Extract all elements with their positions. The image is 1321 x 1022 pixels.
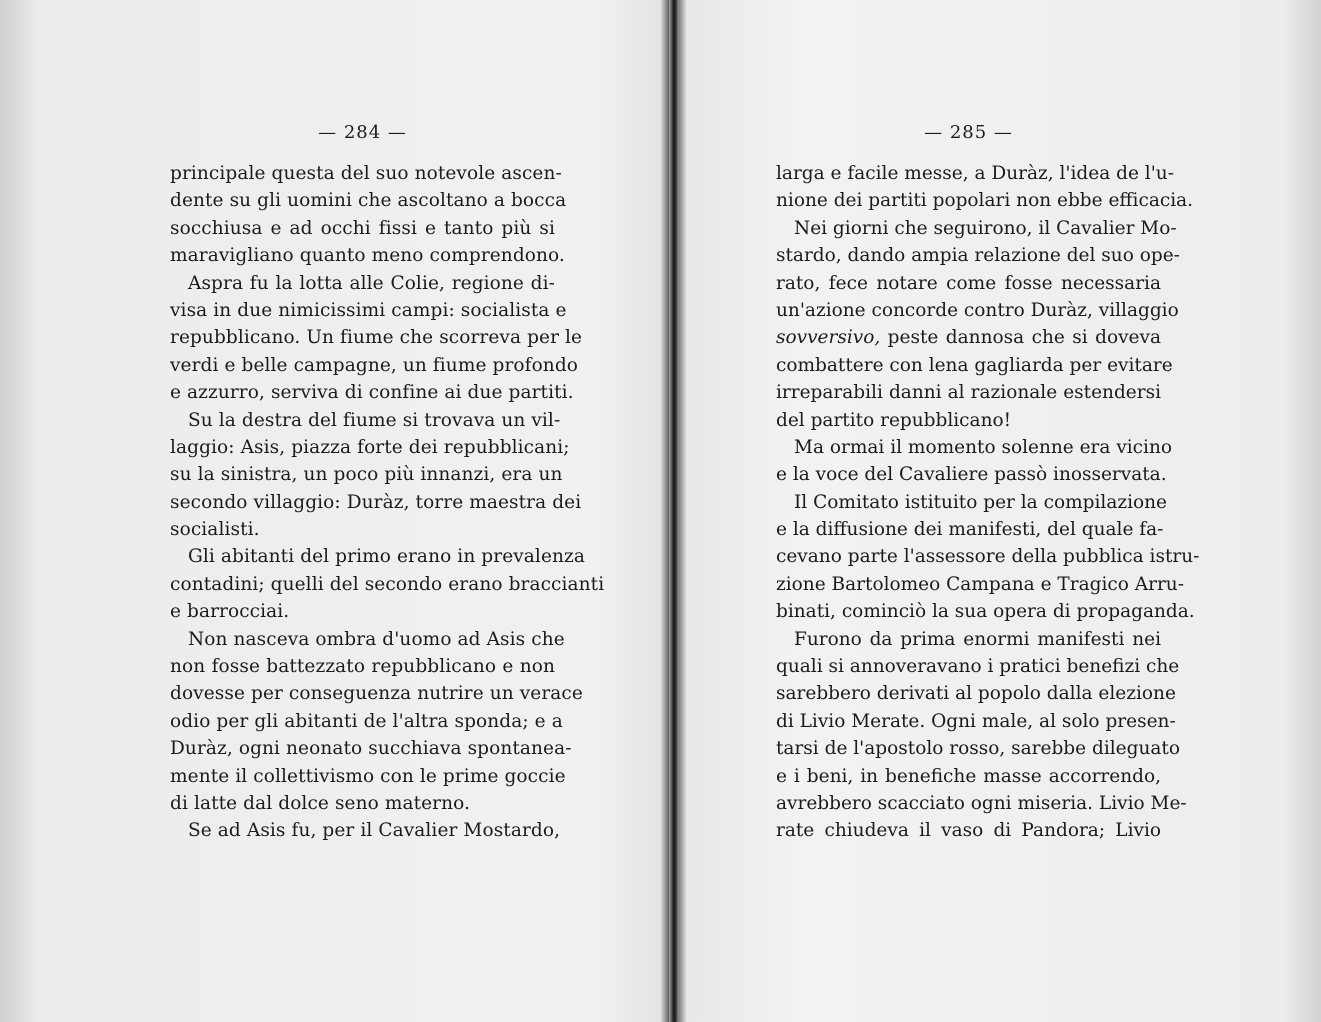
text-line: un'azione concorde contro Duràz, villaggio xyxy=(776,299,1179,321)
text-line: rate chiudeva il vaso di Pandora; Livio xyxy=(776,820,1161,842)
text-line: e i beni, in benefiche masse accorrendo, xyxy=(776,765,1161,787)
text-line: mente il collettivismo con le prime goccie xyxy=(170,765,566,787)
text-line: Su la destra del fiume si trovava un vil- xyxy=(188,409,561,431)
text-line: Ma ormai il momento solenne era vicino xyxy=(794,436,1173,458)
text-line: larga e facile messe, a Duràz, l'idea de l'u- xyxy=(776,163,1174,184)
left-page-number: — 284 — xyxy=(318,122,407,143)
text-line: Aspra fu la lotta alle Colie, regione di- xyxy=(188,272,555,294)
text-line: stardo, dando ampia relazione del suo ope- xyxy=(776,245,1180,267)
text-line: verdi e belle campagne, un fiume profondo xyxy=(170,354,579,376)
text-line-rest: peste dannosa che si doveva xyxy=(887,327,1161,349)
text-line: e la diffusione dei manifesti, del quale fa- xyxy=(776,519,1164,541)
right-page-text xyxy=(776,160,1200,845)
text-line: Duràz, ogni neonato succhiava spontanea- xyxy=(170,738,572,760)
text-line: Non nasceva ombra d'uomo ad Asis che xyxy=(188,628,565,650)
text-line: dente su gli uomini che ascoltano a bocca xyxy=(170,190,567,212)
text-line: repubblicano. Un fiume che scorreva per le xyxy=(170,327,583,349)
text-line: quali si annoveravano i pratici benefizi che xyxy=(776,656,1180,678)
right-page xyxy=(679,0,1321,1022)
text-line: e barrocciai. xyxy=(170,601,290,623)
text-line: Gli abitanti del primo erano in prevalenza xyxy=(188,546,585,568)
text-line: zione Bartolomeo Campana e Tragico Arru- xyxy=(776,573,1184,595)
text-line: binati, cominciò la sua opera di propaganda. xyxy=(776,601,1195,623)
text-line-with-italic xyxy=(776,324,1161,351)
text-line: su la sinistra, un poco più innanzi, era un xyxy=(170,464,563,486)
text-line: di Livio Merate. Ogni male, al solo presen- xyxy=(776,710,1176,732)
left-page-text xyxy=(170,160,605,845)
text-line: irreparabili danni al razionale estendersi xyxy=(776,382,1161,404)
text-line: tarsi de l'apostolo rosso, sarebbe dileguato xyxy=(776,738,1180,760)
text-line: nione dei partiti popolari non ebbe efficacia. xyxy=(776,190,1194,212)
text-line: e azzurro, serviva di confine ai due partiti. xyxy=(170,382,574,404)
text-line: dovesse per conseguenza nutrire un verace xyxy=(170,683,583,705)
text-line: visa in due nimicissimi campi: socialista e xyxy=(170,299,567,321)
text-line: del partito repubblicano! xyxy=(776,409,1012,431)
text-line: maravigliano quanto meno comprendono. xyxy=(170,245,565,267)
text-line: sarebbero derivati al popolo dalla elezione xyxy=(776,683,1176,705)
right-page-number: — 285 — xyxy=(924,122,1013,143)
italic-word: sovversivo, xyxy=(776,327,881,349)
text-line: di latte dal dolce seno materno. xyxy=(170,792,471,814)
text-line: principale questa del suo notevole ascen- xyxy=(170,163,562,184)
text-line: non fosse battezzato repubblicano e non xyxy=(170,656,555,678)
text-line: e la voce del Cavaliere passò inosservata. xyxy=(776,464,1167,486)
text-line: socchiusa e ad occhi fissi e tanto più si xyxy=(170,217,555,239)
text-line: cevano parte l'assessore della pubblica istru- xyxy=(776,546,1200,568)
text-line: Il Comitato istituito per la compilazione xyxy=(794,491,1168,513)
text-line: contadini; quelli del secondo erano braccianti xyxy=(170,573,605,595)
text-line: odio per gli abitanti de l'altra sponda; e a xyxy=(170,710,563,732)
text-line: laggio: Asis, piazza forte dei repubblicani; xyxy=(170,436,570,458)
text-line: socialisti. xyxy=(170,519,260,541)
text-line: secondo villaggio: Duràz, torre maestra dei xyxy=(170,491,582,513)
book-gutter xyxy=(669,0,679,1022)
text-line: rato, fece notare come fosse necessaria xyxy=(776,272,1161,294)
text-line: Furono da prima enormi manifesti nei xyxy=(794,628,1161,650)
text-line: Nei giorni che seguirono, il Cavalier Mo- xyxy=(794,217,1177,239)
text-line: avrebbero scacciato ogni miseria. Livio Me- xyxy=(776,792,1187,814)
text-line: Se ad Asis fu, per il Cavalier Mostardo, xyxy=(188,820,561,842)
text-line: combattere con lena gagliarda per evitare xyxy=(776,354,1173,376)
